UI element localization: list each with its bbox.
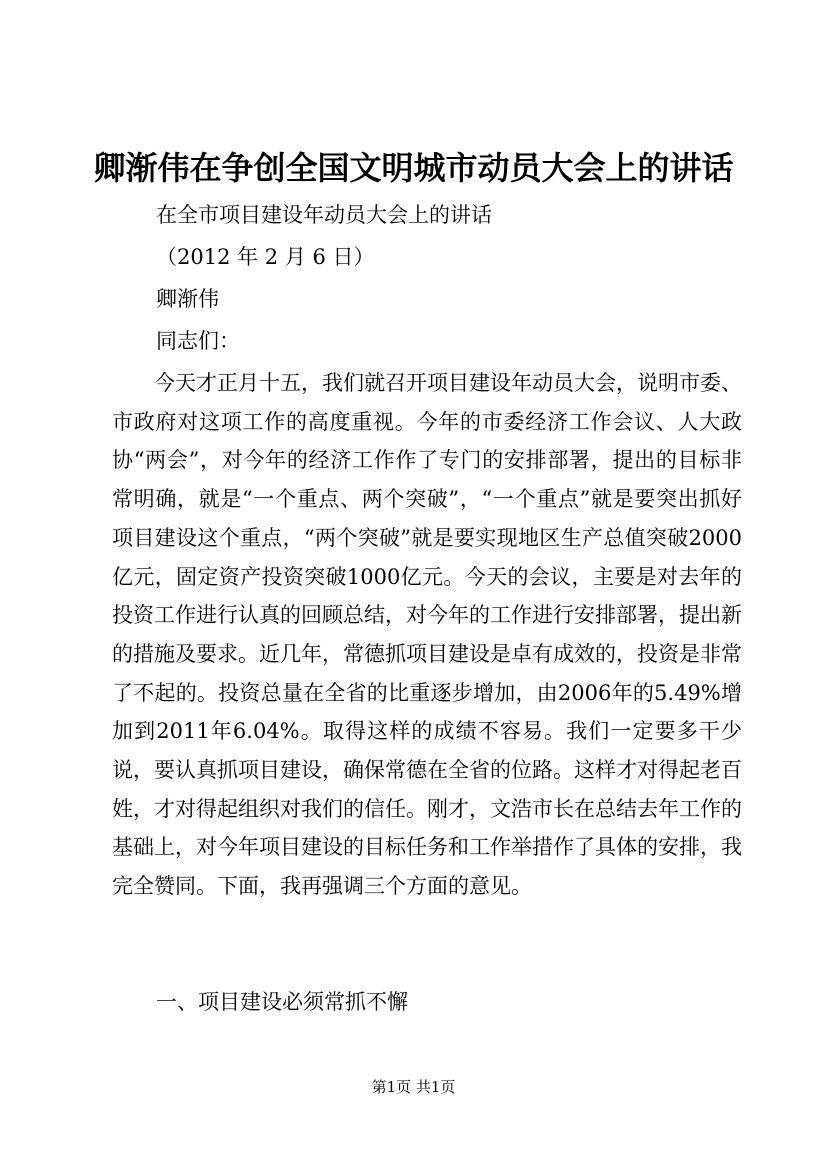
- document-author: 卿渐伟: [156, 287, 219, 311]
- body-paragraph: 今天才正月十五，我们就召开项目建设年动员大会，说明市委、市政府对这项工作的高度重视。今年的市委经济工作会议、人大政协“两会”，对今年的经济工作作了专门的安排部署，提出的目标非常明确，就是“一个重点、两个突破”，“一个重点”就是要突出抓好项目建设这个重点，“两个突破”就是要实现地区生产总值突破2000亿元，固定资产投资突破1000亿元。今天的会议，主要是对去年的投资工作进行认真的回顾总结，对今年的工作进行安排部署，提出新的措施及要求。近几年，常德抓项目建设是卓有成效的，投资是非常了不起的。投资总量在全省的比重逐步增加，由2006年的5.49%增加到2011年6.04%。取得这样的成绩不容易。我们一定要多干少说，要认真抓项目建设，确保常德在全省的位路。这样才对得起老百姓，才对得起组织对我们的信任。刚才，文浩市长在总结去年工作的基础上，对今年项目建设的目标任务和工作举措作了具体的安排，我完全赞同。下面，我再强调三个方面的意见。: [112, 371, 742, 899]
- document-title: 卿渐伟在争创全国文明城市动员大会上的讲话: [93, 149, 734, 187]
- section-heading: 一、项目建设必须常抓不懈: [156, 990, 408, 1014]
- document-date: （2012 年 2 月 6 日）: [156, 245, 375, 269]
- page-footer: 第1页 共1页: [371, 1078, 456, 1096]
- document-subtitle: 在全市项目建设年动员大会上的讲话: [156, 203, 492, 227]
- document-greeting: 同志们：: [156, 329, 240, 353]
